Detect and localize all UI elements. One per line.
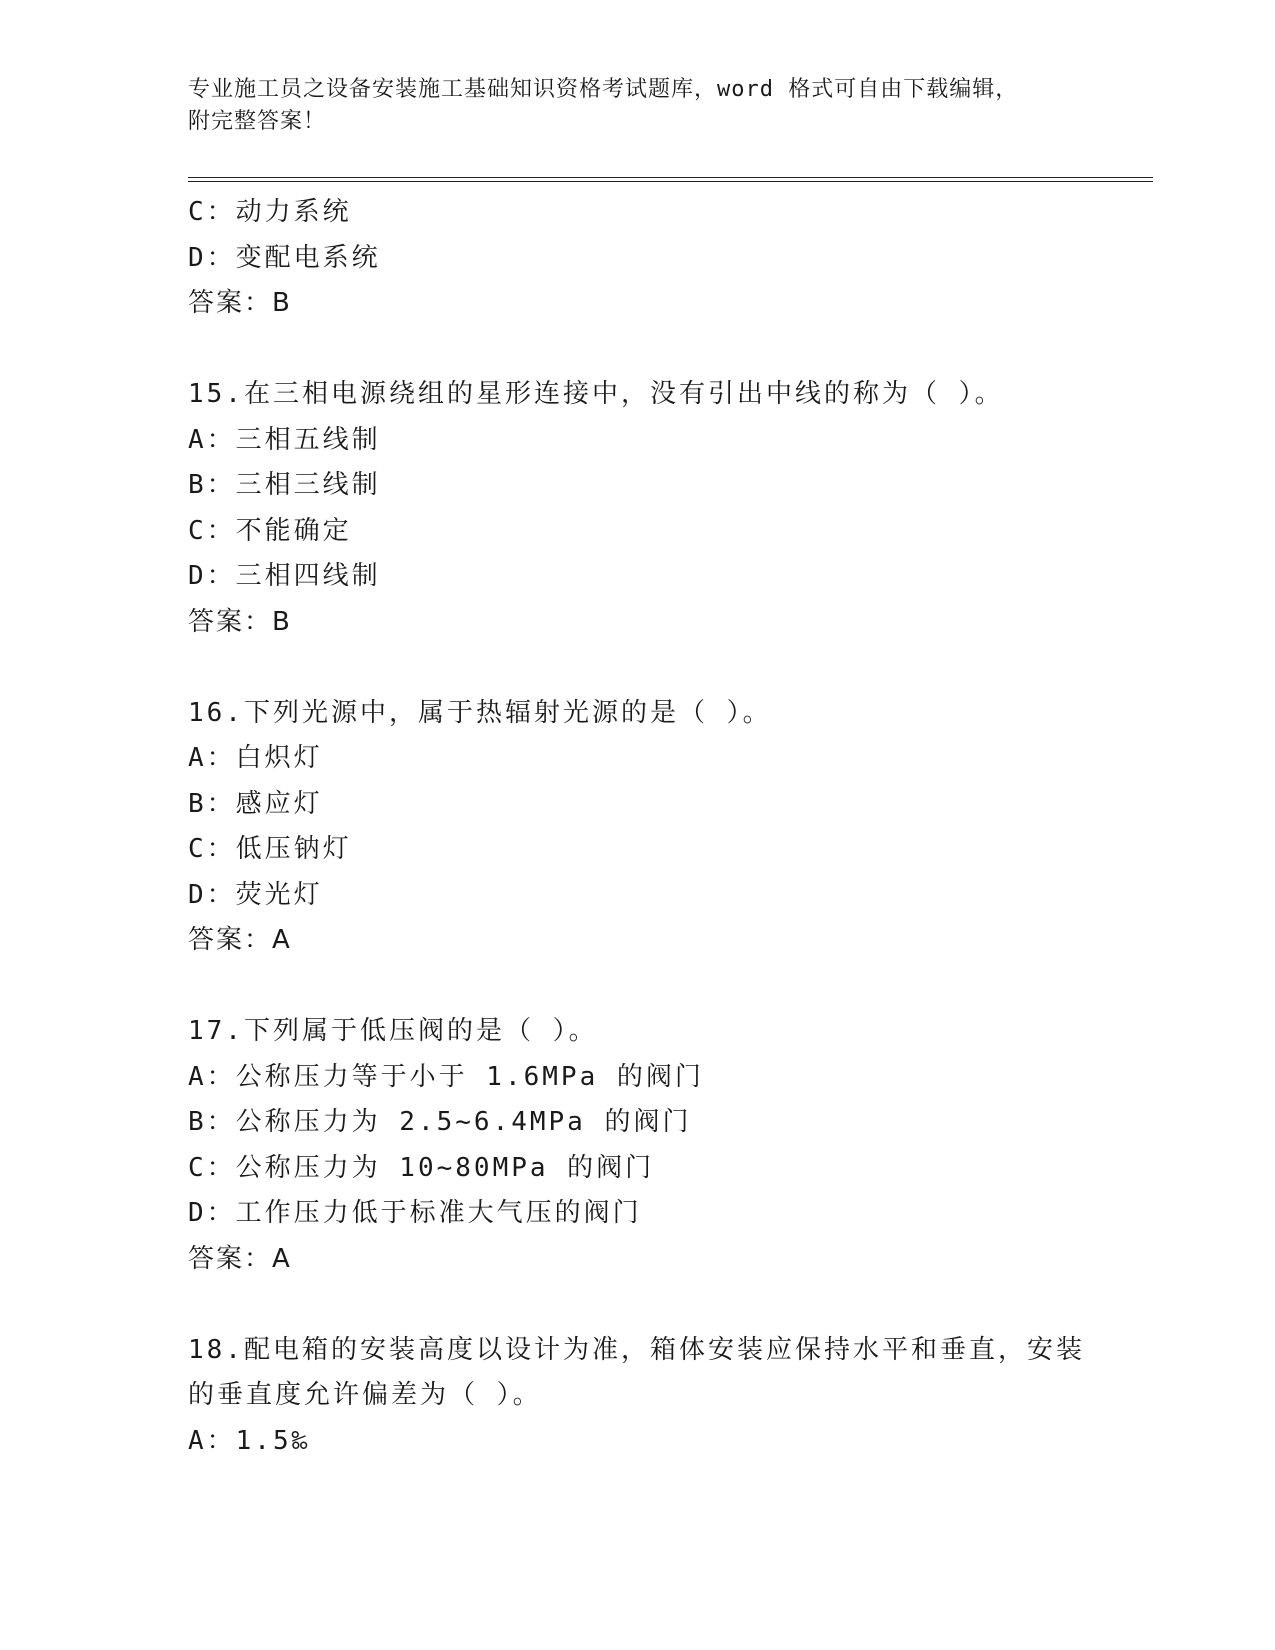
option-a: A：1.5‰ xyxy=(188,1425,311,1456)
option-c: C：公称压力为 10~80MPa 的阀门 xyxy=(188,1152,655,1183)
option-b: B：感应灯 xyxy=(188,788,323,819)
prev-question-block xyxy=(188,190,1148,327)
answer: 答案：A xyxy=(188,1243,292,1274)
answer: 答案：B xyxy=(188,606,292,637)
option-a: A：公称压力等于小于 1.6MPa 的阀门 xyxy=(188,1061,704,1092)
option-a: A：三相五线制 xyxy=(188,424,381,455)
option-d: D：荧光灯 xyxy=(188,879,323,910)
answer: 答案：B xyxy=(188,288,292,318)
option-b: B：三相三线制 xyxy=(188,470,381,500)
question-stem: 16.下列光源中，属于热辐射光源的是（ ）。 xyxy=(188,697,772,728)
question-18 xyxy=(188,1328,1148,1465)
option-c: C：低压钠灯 xyxy=(188,834,352,864)
question-15 xyxy=(188,372,1148,645)
header-line-1: 专业施工员之设备安装施工基础知识资格考试题库，word 格式可自由下载编辑， xyxy=(188,77,1019,102)
page-header xyxy=(188,74,1088,138)
question-16 xyxy=(188,691,1148,964)
header-line-2: 附完整答案！ xyxy=(188,109,327,134)
option-c: C：不能确定 xyxy=(188,515,352,546)
question-stem: 15.在三相电源绕组的星形连接中，没有引出中线的称为（ ）。 xyxy=(188,379,1004,409)
header-double-rule xyxy=(188,177,1153,182)
option-c: C：动力系统 xyxy=(188,197,352,227)
option-d: D：三相四线制 xyxy=(188,561,381,591)
option-a: A：白炽灯 xyxy=(188,743,323,773)
question-stem-line-2: 的垂直度允许偏差为（ ）。 xyxy=(188,1380,542,1410)
option-d: D：工作压力低于标准大气压的阀门 xyxy=(188,1198,642,1228)
answer: 答案：A xyxy=(188,925,292,955)
question-17 xyxy=(188,1009,1148,1282)
question-stem: 17.下列属于低压阀的是（ ）。 xyxy=(188,1016,598,1046)
option-b: B：公称压力为 2.5~6.4MPa 的阀门 xyxy=(188,1107,692,1137)
question-stem-line-1: 18.配电箱的安装高度以设计为准，箱体安装应保持水平和垂直，安装 xyxy=(188,1334,1085,1365)
question-list xyxy=(188,190,1148,1464)
option-d: D：变配电系统 xyxy=(188,242,381,273)
